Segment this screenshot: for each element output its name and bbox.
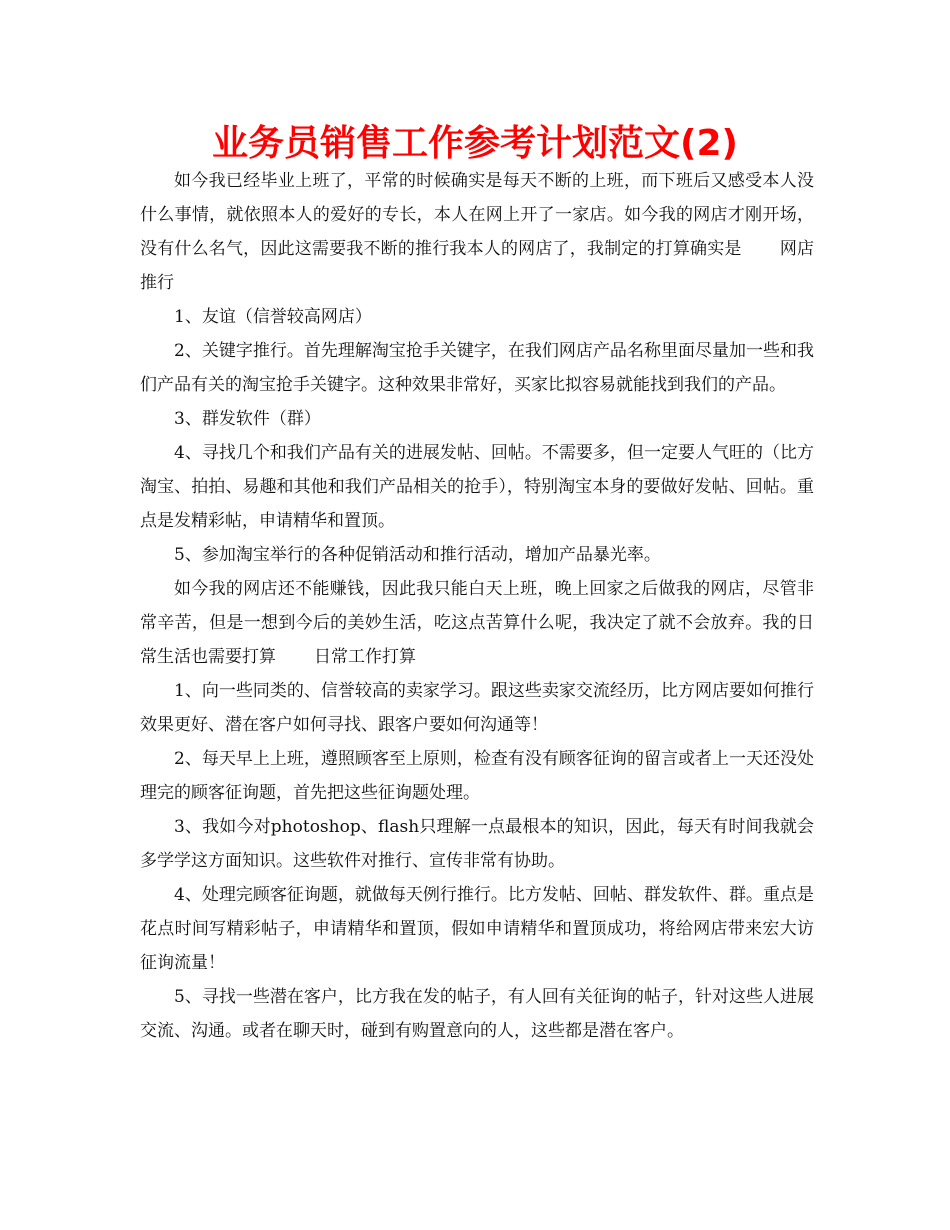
- paragraph-10: 3、我如今对photoshop、flash只理解一点最根本的知识，因此，每天有时间我就会多学学这方面知识。这些软件对推行、宣传非常有协助。: [140, 817, 814, 871]
- paragraph-7-text: 如今我的网店还不能赚钱，因此我只能白天上班，晚上回家之后做我的网店，尽管非常辛苦，但是一想到今后的美妙生活，吃这点苦算什么呢，我决定了就不会放弃。我的日常生活也需要打算: [140, 579, 814, 667]
- paragraph-2: 1、友谊（信誉较高网店）: [174, 307, 372, 327]
- paragraph-11: 4、处理完顾客征询题，就做每天例行推行。比方发帖、回帖、群发软件、群。重点是花点时间写精彩帖子，申请精华和置顶，假如申请精华和置顶成功，将给网店带来宏大访征询流量！: [140, 885, 814, 973]
- paragraph-4: 3、群发软件（群）: [174, 409, 321, 429]
- document-body: [140, 164, 814, 1048]
- paragraph-9: 2、每天早上上班，遵照顾客至上原则，检查有没有顾客征询的留言或者上一天还没处理完的顾客征询题，首先把这些征询题处理。: [140, 749, 814, 803]
- paragraph-7: [140, 572, 814, 674]
- paragraph-1: [140, 164, 814, 300]
- paragraph-1-text: 如今我已经毕业上班了，平常的时候确实是每天不断的上班，而下班后又感受本人没什么事情，就依照本人的爱好的专长，本人在网上开了一家店。如今我的网店才刚开场，没有什么名气，因此这需要我不断的推行我本人的网店了，我制定的打算确实是: [140, 171, 814, 259]
- paragraph-6: 5、参加淘宝举行的各种促销活动和推行活动，增加产品暴光率。: [174, 545, 661, 565]
- paragraph-3: 2、关键字推行。首先理解淘宝抢手关键字，在我们网店产品名称里面尽量加一些和我们产品有关的淘宝抢手关键字。这种效果非常好，买家比拟容易就能找到我们的产品。: [140, 341, 814, 395]
- paragraph-5: 4、寻找几个和我们产品有关的进展发帖、回帖。不需要多，但一定要人气旺的（比方淘宝、拍拍、易趣和其他和我们产品相关的抢手），特别淘宝本身的要做好发帖、回帖。重点是发精彩帖，申请精华和置顶。: [140, 443, 814, 531]
- paragraph-12: 5、寻找一些潜在客户，比方我在发的帖子，有人回有关征询的帖子，针对这些人进展交流、沟通。或者在聊天时，碰到有购置意向的人，这些都是潜在客户。: [140, 987, 814, 1041]
- heading-daily-work-plan: 日常工作打算: [314, 647, 416, 667]
- heading-shop-promotion: 网店推行: [140, 239, 815, 293]
- paragraph-8: 1、向一些同类的、信誉较高的卖家学习。跟这些卖家交流经历，比方网店要如何推行效果更好、潜在客户如何寻找、跟客户要如何沟通等！: [140, 681, 814, 735]
- document-title: 业务员销售工作参考计划范文(2): [212, 123, 738, 164]
